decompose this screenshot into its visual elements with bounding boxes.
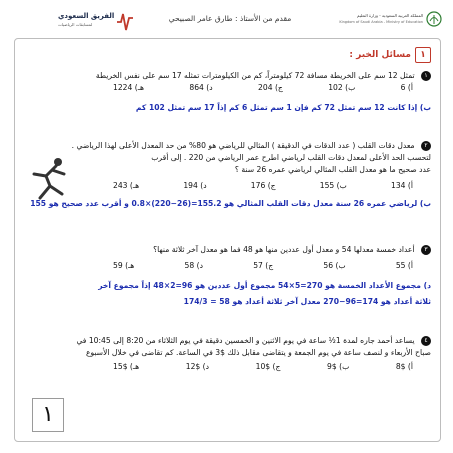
option-d: د) 58	[184, 261, 203, 270]
page-number: ١	[32, 398, 64, 432]
question-2-options	[21, 180, 431, 192]
option-a: أ) 55	[395, 261, 413, 270]
question-4-text-1: يساعد أحمد جاره لمدة 1½ ساعة في يوم الاثنين و الخمسين دقيقة في يوم الثلاثاء من 8:20 إلى 10:45 في	[76, 336, 415, 345]
option-a: أ) 6	[400, 83, 413, 92]
question-3-answer-line-2: ثلاثة أعداد هو 174=96−270 معدل آخر ثلاثة أعداد هو 58 = 174/3	[183, 297, 431, 306]
question-number: ١	[421, 71, 431, 81]
question-4-options	[21, 361, 431, 373]
question-1-options	[21, 82, 431, 94]
saudi-team-logo	[58, 10, 128, 34]
option-e: هـ) 243	[113, 181, 140, 190]
question-2-line-2: لتحسب الحد الأعلى لمعدل دقات القلب لرياضي اطرح عمر الرياضي من 220 . إلى أقرب	[151, 153, 431, 162]
ministry-arabic: المملكة العربية السعودية - وزارة التعليم	[357, 13, 423, 18]
option-e: هـ) 1224	[113, 83, 144, 92]
question-2	[21, 140, 431, 222]
question-2-line-3: عدد صحيح ما هو معدل القلب المثالي لرياضي عمره 26 سنة ؟	[234, 165, 431, 174]
section-title-text: مسائل الخبر :	[349, 50, 411, 60]
option-b: ب) 102	[328, 83, 356, 92]
section-title	[349, 47, 431, 63]
option-c: ج) 176	[250, 181, 276, 190]
question-1-text-line	[21, 70, 431, 82]
question-4	[21, 335, 431, 373]
question-4-line-2: صباح الأربعاء و لنصف ساعة في يوم الجمعة و يتقاضى مقابل ذلك $3 في الساعة. كم تقاضى في خلال الأسبوع	[85, 348, 431, 357]
ministry-emblem-icon	[425, 10, 443, 28]
option-a: أ) $8	[395, 362, 413, 371]
option-e: هـ) 59	[113, 261, 135, 270]
question-1-answer: ب) إذا كانت 12 سم تمثل 72 كم فإن 1 سم تمثل 6 كم إذاً 17 سم تمثل 102 كم	[135, 103, 431, 112]
option-d: د) 864	[189, 83, 213, 92]
question-3-text-line	[21, 244, 431, 256]
question-1-text: تمثل 12 سم على الخريطة مسافة 72 كيلومتراً، كم من الكيلومترات تمثله 17 سم على نفس الخريطة	[95, 71, 415, 80]
question-1	[21, 70, 431, 114]
brand-subtitle: لمسابقات الرياضيات	[58, 22, 93, 27]
brand-name: الفريق السعودي	[58, 12, 115, 20]
option-c: ج) 57	[253, 261, 274, 270]
page-header	[0, 0, 453, 36]
option-b: ب) 155	[319, 181, 347, 190]
option-d: د) 194	[183, 181, 207, 190]
question-3-answer-line-1: د) مجموع الأعداد الخمسة هو 270=5×54 مجموع أول عددين هو 96=2×48 إذاً مجموع آخر	[98, 281, 431, 290]
ministry-logo	[293, 10, 443, 32]
option-d: د) $12	[185, 362, 209, 371]
section-number: ١	[415, 47, 431, 63]
heartbeat-icon	[116, 10, 134, 32]
option-a: أ) 134	[391, 181, 413, 190]
question-number: ٣	[421, 245, 431, 255]
option-c: ج) 204	[258, 83, 283, 92]
option-b: ب) 56	[323, 261, 346, 270]
option-e: هـ) $15	[113, 362, 140, 371]
option-b: ب) $9	[327, 362, 350, 371]
question-2-text-1: معدل دقات القلب ( عدد الدقات في الدقيقة ) المثالي للرياضي هو 80% من حد المعدل الأعلى لهذا الرياضي .	[71, 141, 415, 150]
option-c: ج) $10	[255, 362, 281, 371]
question-3-options	[21, 260, 431, 272]
question-number: ٢	[421, 141, 431, 151]
question-number: ٤	[421, 336, 431, 346]
question-2-line-1	[21, 140, 431, 152]
question-3-text: أعداد خمسة معدلها 54 و معدل أول عددين منها هو 48 فما هو معدل آخر ثلاثة منها؟	[153, 245, 415, 254]
question-3	[21, 244, 431, 308]
ministry-english: Kingdom of Saudi Arabia - Ministry of Education	[339, 20, 423, 24]
question-4-line-1	[21, 335, 431, 347]
question-2-answer: ب) لرياضي عمره 26 سنة معدل دقات القلب المثالي هو 155.2=(26−220)×0.8 و أقرب عدد صحيح هو 155	[30, 199, 431, 208]
teacher-credit: مقدم من الأستاذ : طارق عامر الصبيحي	[168, 14, 292, 23]
